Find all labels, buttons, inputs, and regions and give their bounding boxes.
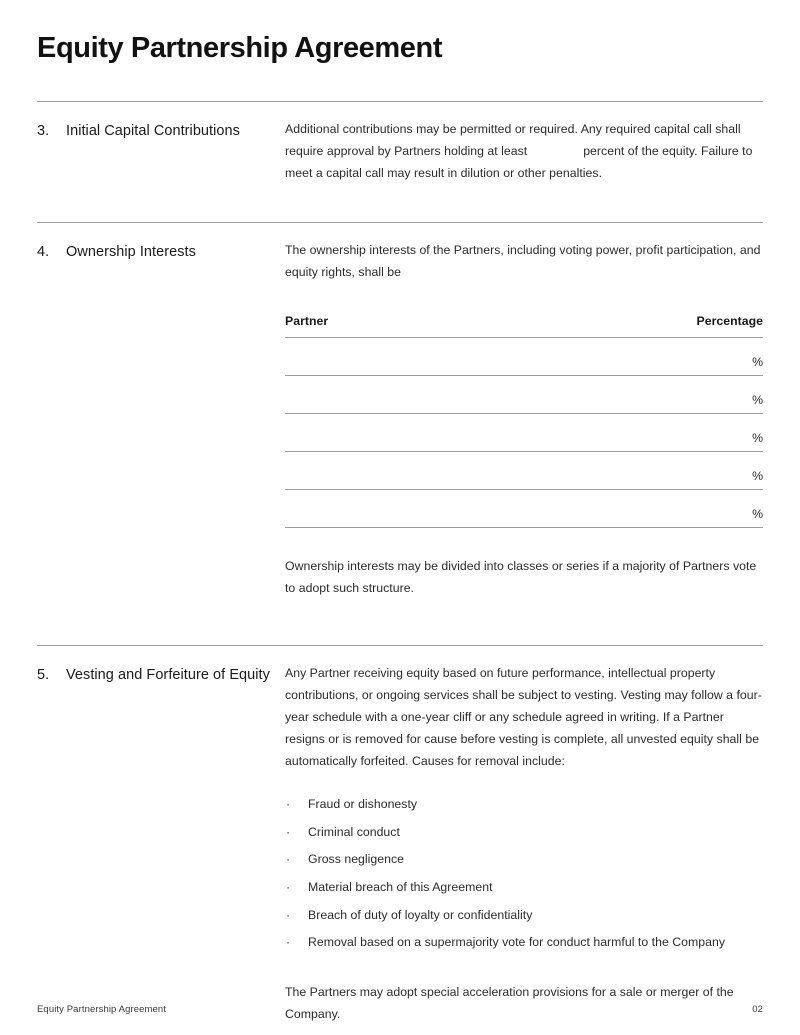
list-item: [285, 795, 763, 815]
section-number-5: 5.: [37, 667, 50, 684]
section-3-paragraph: [285, 119, 763, 185]
bullet-dot-icon: ·: [286, 935, 291, 950]
list-item-label: Material breach of this Agreement: [308, 879, 493, 894]
table-row[interactable]: [285, 337, 763, 375]
list-item-label: Fraud or dishonesty: [308, 796, 418, 811]
section-4-after-table-text: Ownership interests may be divided into classes or series if a majority of Partners vote to adopt such structure.: [285, 558, 757, 595]
list-item-label: Breach of duty of loyalty or confidentiality: [308, 907, 533, 922]
table-header-row: [285, 314, 763, 338]
ownership-interests-table: [285, 314, 763, 528]
list-item: [285, 823, 763, 843]
section-body-5: [285, 663, 763, 1025]
bullet-dot-icon: ·: [286, 852, 291, 867]
list-item-label: Criminal conduct: [308, 824, 400, 839]
list-item: [285, 850, 763, 870]
footer-document-name: Equity Partnership Agreement: [37, 1004, 167, 1015]
cell-percentage[interactable]: %: [473, 337, 763, 375]
section-heading-4: [37, 240, 285, 263]
cell-percentage[interactable]: %: [473, 451, 763, 489]
cell-percentage[interactable]: %: [473, 413, 763, 451]
table-header: [285, 314, 763, 338]
ownership-table-wrapper: [285, 314, 763, 528]
bullet-dot-icon: ·: [286, 907, 291, 922]
list-item: [285, 878, 763, 898]
list-item-label: Gross negligence: [308, 852, 405, 867]
bullet-dot-icon: ·: [286, 879, 291, 894]
list-item: [285, 906, 763, 926]
removal-causes-list: [285, 795, 763, 953]
cell-percentage[interactable]: %: [473, 489, 763, 527]
section-title-4: Ownership Interests: [66, 243, 196, 260]
table-row[interactable]: [285, 451, 763, 489]
section-body-3: [285, 119, 763, 185]
cell-partner[interactable]: [285, 375, 473, 413]
table-body: [285, 337, 763, 527]
list-item-label: Removal based on a supermajority vote for conduct harmful to the Company: [308, 935, 726, 950]
cell-percentage[interactable]: %: [473, 375, 763, 413]
list-item: [285, 933, 763, 953]
section-ownership-interests: [37, 223, 763, 600]
section-number-3: 3.: [37, 123, 50, 140]
cell-partner[interactable]: [285, 413, 473, 451]
section-heading-3: [37, 119, 285, 142]
page-title: Equity Partnership Agreement: [37, 32, 443, 64]
table-row[interactable]: [285, 489, 763, 527]
section-4-intro: The ownership interests of the Partners, including voting power, profit participation, and equity rights, shall be: [285, 242, 761, 279]
section-title-3: Initial Capital Contributions: [66, 123, 240, 140]
column-header-partner: Partner: [285, 314, 473, 338]
section-title-5: Vesting and Forfeiture of Equity: [66, 667, 270, 684]
footer-page-number: 02: [752, 1004, 763, 1015]
section-5-intro: Any Partner receiving equity based on future performance, intellectual property contributions, or ongoing services shall be subject to vesting. Vesting may follow a four-year schedule with a one-year cliff or any schedule agreed in writing. If a Partner resigns or is removed for cause before vesting is complete, all unvested equity shall be automatically forfeited. Causes for removal include:: [285, 666, 762, 768]
bullet-dot-icon: ·: [286, 824, 291, 839]
column-header-percentage: Percentage: [473, 314, 763, 338]
paragraph-text-after-blank: percent of the equity. Failure to meet a capital call may result in dilution or other penalties.: [285, 144, 753, 181]
section-initial-capital-contributions: [37, 102, 763, 185]
paragraph-text-before-blank: Additional contributions may be permitted or required. Any required capital call shall require approval by Partners holding at least: [285, 122, 741, 159]
cell-partner[interactable]: [285, 451, 473, 489]
bullet-dot-icon: ·: [286, 796, 291, 811]
section-heading-5: [37, 663, 285, 686]
table-row[interactable]: [285, 413, 763, 451]
cell-partner[interactable]: [285, 489, 473, 527]
section-body-4: [285, 240, 763, 600]
table-row[interactable]: [285, 375, 763, 413]
section-number-4: 4.: [37, 243, 50, 260]
section-5-closing-text: The Partners may adopt special acceleration provisions for a sale or merger of the Company.: [285, 984, 734, 1021]
section-vesting-and-forfeiture: [37, 646, 763, 1025]
cell-partner[interactable]: [285, 337, 473, 375]
page-footer: [37, 1004, 763, 1015]
